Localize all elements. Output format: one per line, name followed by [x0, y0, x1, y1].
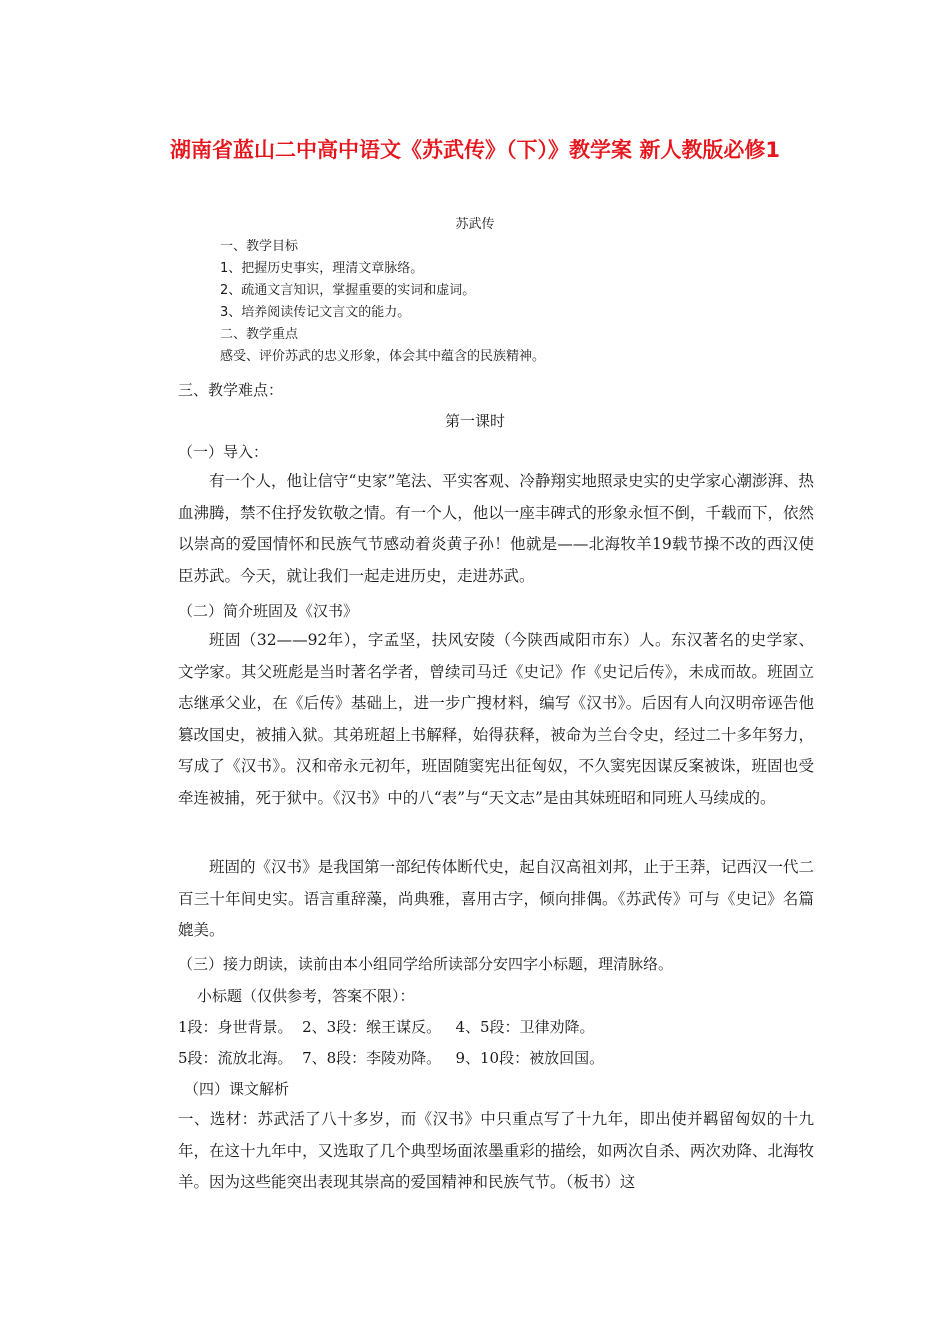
- document-title: 湖南省蓝山二中高中语文《苏武传》（下）》教学案 新人教版必修1: [170, 138, 780, 162]
- section-subtitle: 苏武传: [455, 217, 495, 232]
- sec4-paragraph: 一、选材：苏武活了八十多岁，而《汉书》中只重点写了十九年，即出使并羁留匈奴的十九年，在这十九年中，又选取了几个典型场面浓墨重彩的描绘，如两次自杀、两次劝降、北海牧羊。因为这些能突出表现其崇高的爱国精神和民族气节。（板书）这: [178, 1110, 814, 1191]
- sec3-heading: （三）接力朗读，读前由本小组同学给所读部分安四字小标题，理清脉络。: [178, 955, 674, 973]
- goal-item-2: 2、疏通文言知识，掌握重要的实词和虚词。: [220, 283, 476, 298]
- sec1-paragraph: 有一个人，他让信守“史家”笔法、平实客观、冷静翔实地照录史实的史学家心潮澎湃、热血沸腾，禁不住抒发钦敬之情。有一个人，他以一座丰碑式的形象永恒不倒，千载而下，依然以崇高的爱国情怀和民族气节感动着炎黄子孙！他就是——北海牧羊19载节操不改的西汉使臣苏武。今天，就让我们一起走进历史，走进苏武。: [178, 472, 814, 585]
- objectives-block: [220, 236, 820, 368]
- focus-text: 感受、评价苏武的忠义形象，体会其中蕴含的民族精神。: [220, 349, 546, 364]
- difficulty-heading: 三、教学难点：: [178, 381, 284, 399]
- sec3-subheading: 小标题（仅供参考，答案不限）：: [197, 987, 415, 1005]
- sec2-paragraph-2: 班固的《汉书》是我国第一部纪传体断代史，起自汉高祖刘邦，止于王莽，记西汉一代二百三十年间史实。语言重辞藻，尚典雅，喜用古字，倾向排偶。《苏武传》可与《史记》名篇媲美。: [178, 858, 814, 939]
- lesson-title: 第一课时: [444, 412, 505, 430]
- focus-heading: 二、教学重点: [220, 327, 299, 342]
- sec3-row-1: 1段：身世背景。 2、3段：缑王谋反。 4、5段：卫律劝降。: [178, 1018, 595, 1036]
- sec1-heading: （一）导入：: [178, 443, 269, 461]
- sec4-heading: （四）课文解析: [184, 1080, 290, 1098]
- sec2-heading: （二）简介班固及《汉书》: [178, 602, 359, 620]
- sec3-row-2: 5段：流放北海。 7、8段：李陵劝降。 9、10段：被放回国。: [178, 1049, 605, 1067]
- sec2-paragraph-1: 班固（32——92年），字孟坚，扶风安陵（今陕西咸阳市东）人。东汉著名的史学家、文学家。其父班彪是当时著名学者，曾续司马迁《史记》作《史记后传》，未成而故。班固立志继承父业，在《后传》基础上，进一步广搜材料，编写《汉书》。后因有人向汉明帝诬告他篡改国史，被捕入狱。其弟班超上书解释，始得获释，被命为兰台令史，经过二十多年努力，写成了《汉书》。汉和帝永元初年，班固随窦宪出征匈奴，不久窦宪因谋反案被诛，班固也受牵连被捕，死于狱中。《汉书》中的八“表”与“天文志”是由其妹班昭和同班人马续成的。: [178, 631, 814, 807]
- goal-item-3: 3、培养阅读传记文言文的能力。: [220, 305, 411, 320]
- goal-item-1: 1、把握历史事实，理清文章脉络。: [220, 261, 424, 276]
- goals-heading: 一、教学目标: [220, 239, 299, 254]
